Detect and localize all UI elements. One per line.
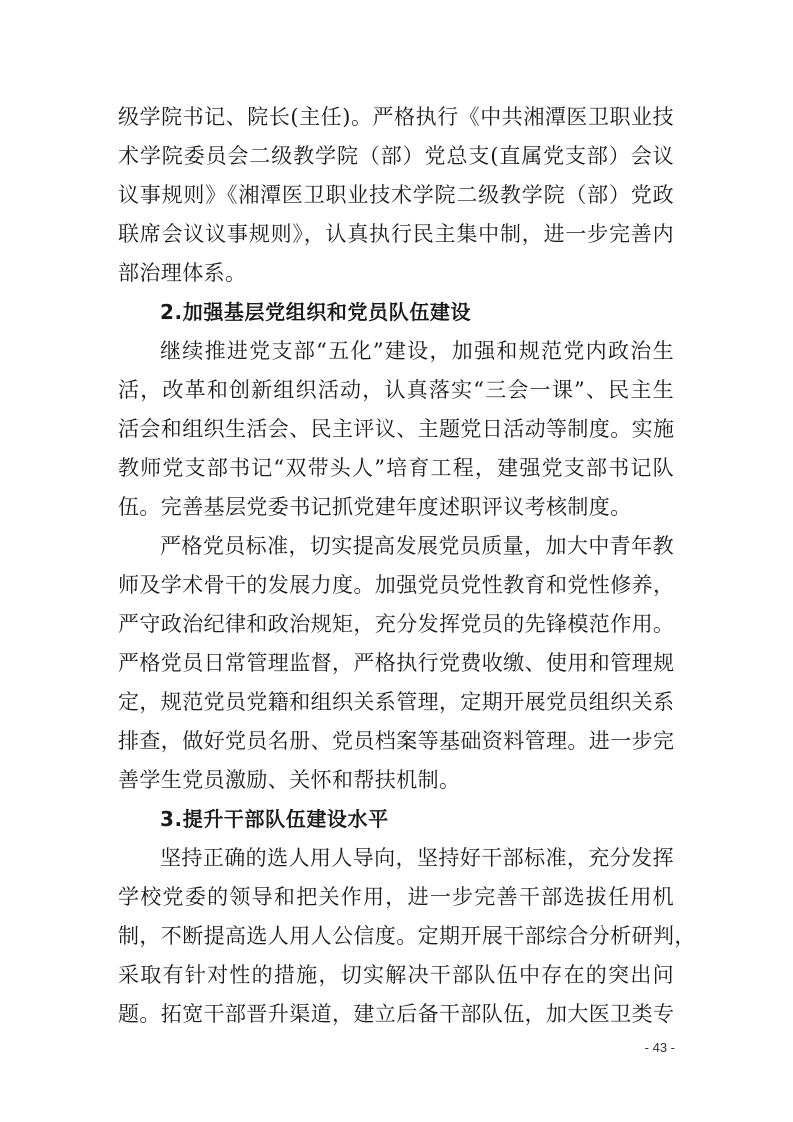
text-line: 定，规范党员党籍和组织关系管理，定期开展党员组织关系 — [118, 690, 675, 714]
text-line: 级学院书记、院长(主任)。严格执行《中共湘潭医卫职业技 — [118, 105, 674, 129]
text-line: 活，改革和创新组织活动，认真落实“三会一课”、民主生 — [118, 378, 674, 402]
text-line: 严格党员标准，切实提高发展党员质量，加大中青年教 — [160, 534, 674, 558]
paragraph-cadres — [118, 839, 696, 1034]
text-line: 活会和组织生活会、民主评议、主题党日活动等制度。实施 — [118, 417, 675, 441]
text-line: 师及学术骨干的发展力度。加强党员党性教育和党性修养， — [118, 573, 675, 597]
text-line: 联席会议议事规则》，认真执行民主集中制，进一步完善内 — [118, 222, 674, 246]
text-line: 严格党员日常管理监督，严格执行党费收缴、使用和管理规 — [118, 651, 675, 675]
text-line: 严守政治纪律和政治规矩，充分发挥党员的先锋模范作用。 — [118, 612, 675, 636]
text-line: 采取有针对性的措施，切实解决干部队伍中存在的突出问 — [118, 963, 674, 987]
section-heading-3: 3.提升干部队伍建设水平 — [160, 807, 389, 831]
paragraph-party-branch — [118, 332, 674, 527]
text-line: 制，不断提高选人用人公信度。定期开展干部综合分析研判， — [118, 924, 696, 948]
text-line: 排查，做好党员名册、党员档案等基础资料管理。进一步完 — [118, 729, 675, 753]
text-line: 部治理体系。 — [118, 261, 247, 285]
paragraph-continued — [118, 98, 674, 293]
text-line: 善学生党员激励、关怀和帮扶机制。 — [118, 768, 461, 792]
text-line: 教师党支部书记“双带头人”培育工程，建强党支部书记队 — [118, 456, 674, 480]
text-line: 继续推进党支部“五化”建设，加强和规范党内政治生 — [160, 339, 674, 363]
text-line: 伍。完善基层党委书记抓党建年度述职评议考核制度。 — [118, 495, 632, 519]
text-line: 题。拓宽干部晋升渠道，建立后备干部队伍，加大医卫类专 — [118, 1002, 675, 1026]
text-line: 坚持正确的选人用人导向，坚持好干部标准，充分发挥 — [160, 846, 674, 870]
paragraph-party-members — [118, 527, 674, 800]
text-line: 议事规则》《湘潭医卫职业技术学院二级教学院（部）党政 — [118, 183, 674, 207]
text-line: 术学院委员会二级教学院（部）党总支(直属党支部）会议 — [118, 144, 674, 168]
section-heading-2: 2.加强基层党组织和党员队伍建设 — [160, 300, 472, 324]
document-body — [118, 98, 696, 1034]
page-number: - 43 - — [644, 1040, 675, 1055]
text-line: 学校党委的领导和把关作用，进一步完善干部选拔任用机 — [118, 885, 674, 909]
